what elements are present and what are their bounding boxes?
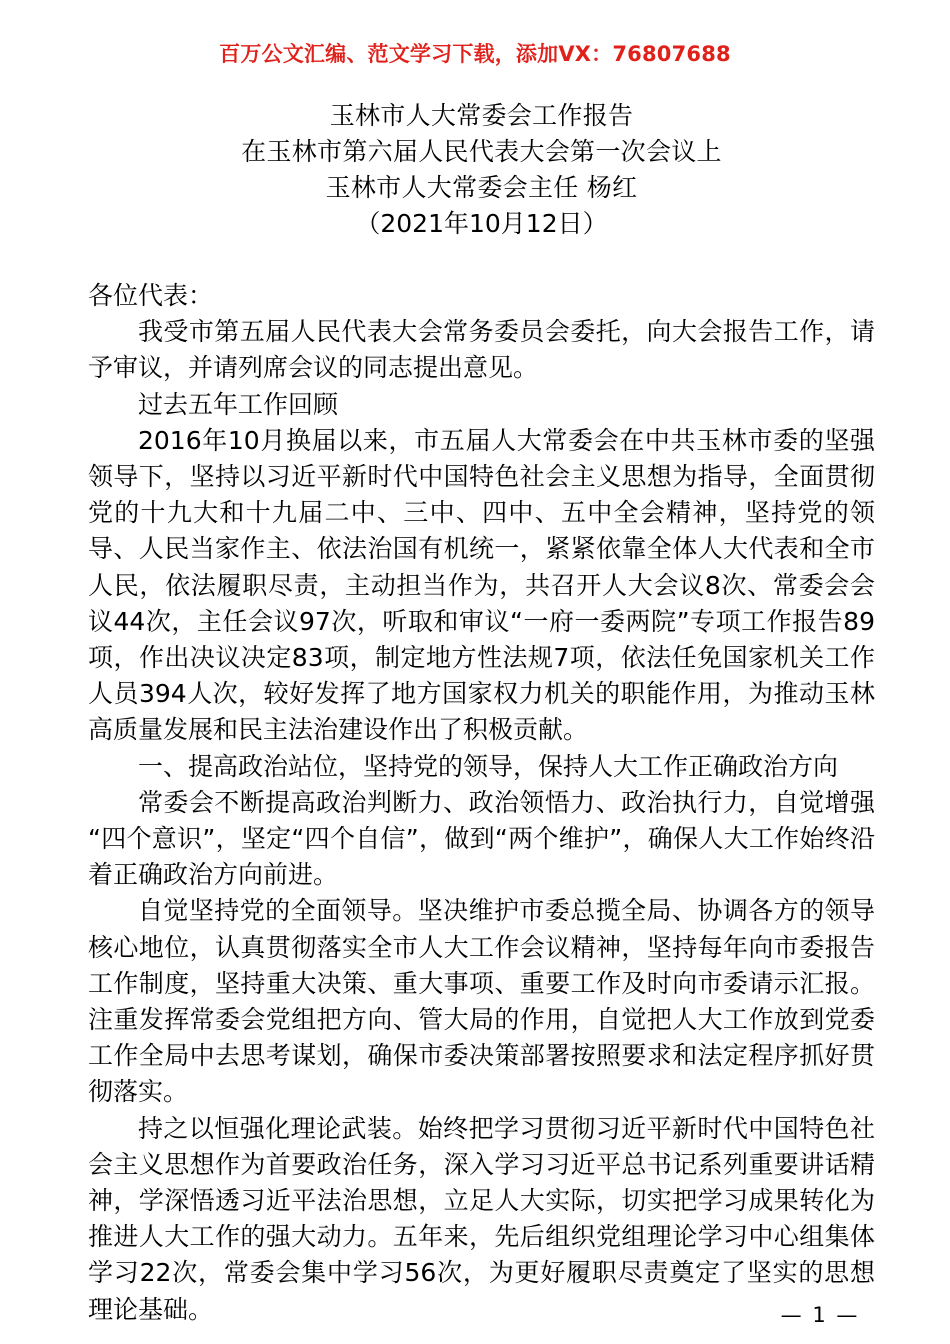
paragraph-political-awareness: 常委会不断提高政治判断力、政治领悟力、政治执行力，自觉增强“四个意识”，坚定“四个自信”，做到“两个维护”，确保人大工作始终沿着正确政治方向前进。 (88, 787, 875, 890)
page-footer (0, 1302, 950, 1328)
document-body (88, 278, 875, 1328)
title-line-1: 玉林市人大常委会工作报告 (329, 101, 634, 130)
promo-banner-text: 百万公文汇编、范文学习下载，添加VX：76807688 (219, 42, 731, 66)
document-title-block (88, 98, 875, 242)
paragraph-opening-remarks: 我受市第五届人民代表大会常务委员会委托，向大会报告工作，请予审议，并请列席会议的同志提出意见。 (88, 317, 875, 383)
paragraph-theoretical-study: 持之以恒强化理论武装。始终把学习贯彻习近平新时代中国特色社会主义思想作为首要政治任务，深入学习习近平总书记系列重要讲话精神，学深悟透习近平法治思想，立足人大实际，切实把学习成果转化为推进人大工作的强大动力。五年来，先后组织党组理论学习中心组集体学习22次，常委会集中学习56次，为更好履职尽责奠定了坚实的思想理论基础。 (88, 1113, 875, 1324)
title-line-date: （2021年10月12日） (355, 209, 608, 238)
paragraph-salutation: 各位代表： (88, 281, 214, 310)
title-line-3: 玉林市人大常委会主任 杨红 (325, 173, 638, 202)
paragraph-five-year-summary: 2016年10月换届以来，市五届人大常委会在中共玉林市委的坚强领导下，坚持以习近平新时代中国特色社会主义思想为指导，全面贯彻党的十九大和十九届二中、三中、四中、五中全会精神，坚持党的领导、人民当家作主、依法治国有机统一，紧紧依靠全体人大代表和全市人民，依法履职尽责，主动担当作为，共召开人大会议8次、常委会会议44次，主任会议97次，听取和审议“一府一委两院”专项工作报告89项，作出决议决定83项，制定地方性法规7项，依法任免国家机关工作人员394人次，较好发挥了地方国家权力机关的职能作用，为推动玉林高质量发展和民主法治建设作出了积极贡献。 (88, 425, 875, 745)
paragraph-heading-one: 一、提高政治站位，坚持党的领导，保持人大工作正确政治方向 (138, 751, 839, 781)
paragraph-section-review-heading: 过去五年工作回顾 (138, 389, 339, 419)
page-number: — 1 — (780, 1303, 860, 1327)
title-line-2: 在玉林市第六届人民代表大会第一次会议上 (241, 137, 722, 166)
paragraph-party-leadership: 自觉坚持党的全面领导。坚决维护市委总揽全局、协调各方的领导核心地位，认真贯彻落实全市人大工作会议精神，坚持每年向市委报告工作制度，坚持重大决策、重大事项、重要工作及时向市委请示汇报。注重发挥常委会党组把方向、管大局的作用，自觉把人大工作放到党委工作全局中去思考谋划，确保市委决策部署按照要求和法定程序抓好贯彻落实。 (88, 896, 875, 1107)
